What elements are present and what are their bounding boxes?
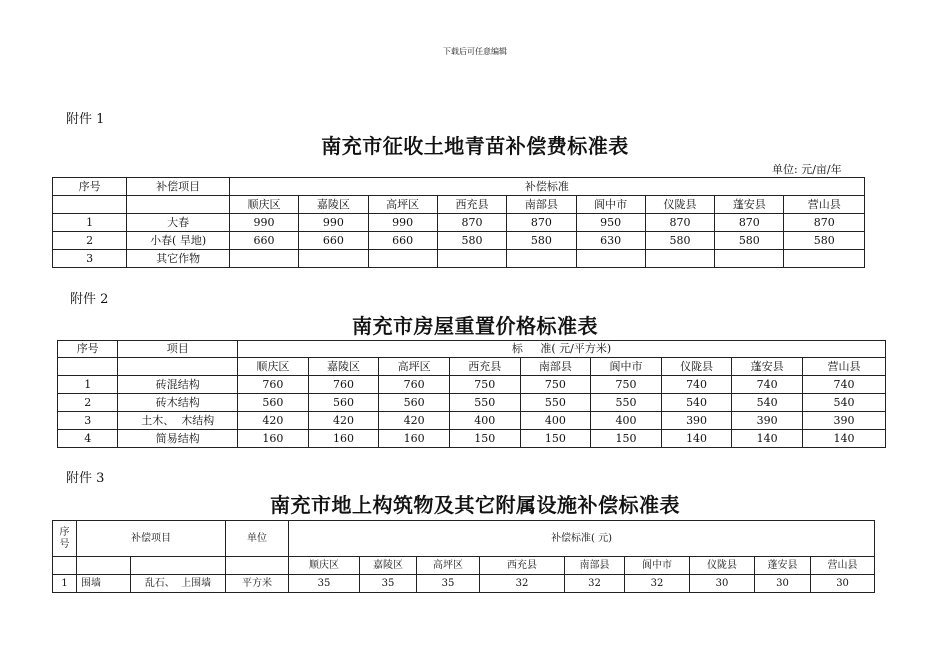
row-value: 750 xyxy=(520,376,591,394)
row-seq: 3 xyxy=(58,412,118,430)
table-1-district: 南部县 xyxy=(507,196,576,214)
table-1-district: 顺庆区 xyxy=(229,196,298,214)
row-seq: 1 xyxy=(53,214,127,232)
row-value: 160 xyxy=(238,430,309,448)
attachment-2-label: 附件 2 xyxy=(70,292,109,307)
row-value: 35 xyxy=(289,575,360,593)
row-seq: 1 xyxy=(58,376,118,394)
row-value: 390 xyxy=(802,412,885,430)
row-value: 32 xyxy=(480,575,565,593)
row-value: 400 xyxy=(520,412,591,430)
row-item: 砖混结构 xyxy=(118,376,238,394)
row-value: 760 xyxy=(238,376,309,394)
row-value: 740 xyxy=(802,376,885,394)
table-1-district: 嘉陵区 xyxy=(299,196,368,214)
row-seq: 2 xyxy=(53,232,127,250)
row-value: 580 xyxy=(507,232,576,250)
row-value: 560 xyxy=(238,394,309,412)
row-value xyxy=(784,250,865,268)
table-1-header-seq: 序号 xyxy=(53,178,127,196)
table-2-district: 南部县 xyxy=(520,358,591,376)
row-value xyxy=(299,250,368,268)
row-value xyxy=(715,250,784,268)
table-2-title: 南充市房屋重置价格标准表 xyxy=(352,314,598,338)
row-item: 简易结构 xyxy=(118,430,238,448)
row-value: 870 xyxy=(645,214,714,232)
table-1-district: 高坪区 xyxy=(368,196,437,214)
table-3-blank xyxy=(53,557,77,575)
row-value: 140 xyxy=(661,430,732,448)
table-1-district: 营山县 xyxy=(784,196,865,214)
table-1 xyxy=(52,177,865,268)
row-value: 580 xyxy=(437,232,506,250)
row-value: 750 xyxy=(449,376,520,394)
row-value: 150 xyxy=(449,430,520,448)
table-row xyxy=(53,575,875,593)
row-value: 150 xyxy=(520,430,591,448)
table-3 xyxy=(52,520,875,593)
table-3-district: 阆中市 xyxy=(625,557,690,575)
table-2-blank xyxy=(58,358,118,376)
table-3-blank xyxy=(226,557,289,575)
table-1-district: 蓬安县 xyxy=(715,196,784,214)
table-1-header-item: 补偿项目 xyxy=(127,178,230,196)
row-value: 420 xyxy=(308,412,379,430)
table-2-district: 营山县 xyxy=(802,358,885,376)
row-item: 砖木结构 xyxy=(118,394,238,412)
table-row xyxy=(58,412,886,430)
row-value xyxy=(368,250,437,268)
table-3-district: 蓬安县 xyxy=(755,557,811,575)
row-item: 其它作物 xyxy=(127,250,230,268)
row-value: 160 xyxy=(379,430,450,448)
table-2-blank xyxy=(118,358,238,376)
row-value: 750 xyxy=(591,376,662,394)
row-value: 400 xyxy=(591,412,662,430)
row-unit: 平方米 xyxy=(226,575,289,593)
row-value: 160 xyxy=(308,430,379,448)
table-3-header-seq-line1: 序 xyxy=(59,526,70,538)
table-1-district: 阆中市 xyxy=(576,196,645,214)
row-item: 小春( 旱地) xyxy=(127,232,230,250)
row-item-detail: 乱石、 上围墙 xyxy=(131,575,226,593)
table-row xyxy=(58,430,886,448)
table-row xyxy=(58,394,886,412)
table-2-district: 仪陇县 xyxy=(661,358,732,376)
table-3-district: 仪陇县 xyxy=(690,557,755,575)
row-value: 550 xyxy=(520,394,591,412)
table-1-blank xyxy=(127,196,230,214)
row-value: 540 xyxy=(802,394,885,412)
row-value: 35 xyxy=(417,575,480,593)
table-3-header-seq-line2: 号 xyxy=(59,538,70,550)
table-2-district: 顺庆区 xyxy=(238,358,309,376)
row-value: 400 xyxy=(449,412,520,430)
attachment-3-label: 附件 3 xyxy=(66,471,105,486)
row-value: 760 xyxy=(379,376,450,394)
table-1-district: 西充县 xyxy=(437,196,506,214)
table-2-district: 西充县 xyxy=(449,358,520,376)
row-value: 630 xyxy=(576,232,645,250)
row-seq: 2 xyxy=(58,394,118,412)
table-2-district: 嘉陵区 xyxy=(308,358,379,376)
row-value: 560 xyxy=(308,394,379,412)
row-value xyxy=(437,250,506,268)
row-value: 420 xyxy=(379,412,450,430)
row-value: 390 xyxy=(732,412,803,430)
row-value: 30 xyxy=(755,575,811,593)
row-value: 990 xyxy=(229,214,298,232)
row-value: 580 xyxy=(784,232,865,250)
table-1-title: 南充市征收土地青苗补偿费标准表 xyxy=(321,134,629,158)
row-value: 950 xyxy=(576,214,645,232)
row-value xyxy=(576,250,645,268)
header-note: 下载后可任意编辑 xyxy=(443,47,507,56)
row-value: 870 xyxy=(437,214,506,232)
table-2-header-item: 项目 xyxy=(118,341,238,358)
table-2-header-standard: 标 准( 元/平方米) xyxy=(238,341,886,358)
row-value: 550 xyxy=(449,394,520,412)
row-value: 150 xyxy=(591,430,662,448)
table-1-district: 仪陇县 xyxy=(645,196,714,214)
table-3-blank xyxy=(131,557,226,575)
row-value: 390 xyxy=(661,412,732,430)
table-3-district: 营山县 xyxy=(811,557,875,575)
row-value: 30 xyxy=(690,575,755,593)
attachment-1-label: 附件 1 xyxy=(66,112,105,127)
row-item: 土木、 木结构 xyxy=(118,412,238,430)
row-value: 420 xyxy=(238,412,309,430)
table-3-title: 南充市地上构筑物及其它附属设施补偿标准表 xyxy=(270,493,680,517)
table-3-district: 南部县 xyxy=(565,557,625,575)
row-seq: 3 xyxy=(53,250,127,268)
row-value: 140 xyxy=(802,430,885,448)
row-value: 580 xyxy=(645,232,714,250)
table-row xyxy=(58,376,886,394)
table-row xyxy=(53,232,865,250)
table-2-district: 阆中市 xyxy=(591,358,662,376)
table-3-header-item: 补偿项目 xyxy=(77,521,226,557)
row-value: 660 xyxy=(229,232,298,250)
row-value xyxy=(645,250,714,268)
table-row xyxy=(53,214,865,232)
row-value: 540 xyxy=(661,394,732,412)
row-value: 32 xyxy=(565,575,625,593)
row-value: 560 xyxy=(379,394,450,412)
table-3-district: 顺庆区 xyxy=(289,557,360,575)
row-value: 35 xyxy=(360,575,417,593)
row-value: 870 xyxy=(507,214,576,232)
table-3-header-standard: 补偿标准( 元) xyxy=(289,521,875,557)
row-item-category: 围墙 xyxy=(77,575,131,593)
table-1-header-standard: 补偿标准 xyxy=(229,178,864,196)
row-value: 580 xyxy=(715,232,784,250)
row-value: 870 xyxy=(784,214,865,232)
table-row xyxy=(53,250,865,268)
row-value: 740 xyxy=(732,376,803,394)
table-3-blank xyxy=(77,557,131,575)
row-value xyxy=(507,250,576,268)
table-3-district: 西充县 xyxy=(480,557,565,575)
table-2-district: 蓬安县 xyxy=(732,358,803,376)
row-value: 140 xyxy=(732,430,803,448)
row-value: 30 xyxy=(811,575,875,593)
row-value: 760 xyxy=(308,376,379,394)
table-2-header-seq: 序号 xyxy=(58,341,118,358)
row-value: 32 xyxy=(625,575,690,593)
table-3-header-unit: 单位 xyxy=(226,521,289,557)
table-2 xyxy=(57,340,886,448)
row-value: 660 xyxy=(368,232,437,250)
row-value: 660 xyxy=(299,232,368,250)
row-value: 990 xyxy=(299,214,368,232)
row-value: 550 xyxy=(591,394,662,412)
row-item: 大春 xyxy=(127,214,230,232)
table-3-district: 嘉陵区 xyxy=(360,557,417,575)
row-value: 990 xyxy=(368,214,437,232)
table-3-district: 高坪区 xyxy=(417,557,480,575)
row-value: 870 xyxy=(715,214,784,232)
row-value: 540 xyxy=(732,394,803,412)
row-seq: 1 xyxy=(53,575,77,593)
table-1-blank xyxy=(53,196,127,214)
table-1-unit: 单位: 元/亩/年 xyxy=(772,163,842,176)
table-3-header-seq xyxy=(53,521,77,557)
row-value: 740 xyxy=(661,376,732,394)
row-seq: 4 xyxy=(58,430,118,448)
table-2-district: 高坪区 xyxy=(379,358,450,376)
row-value xyxy=(229,250,298,268)
